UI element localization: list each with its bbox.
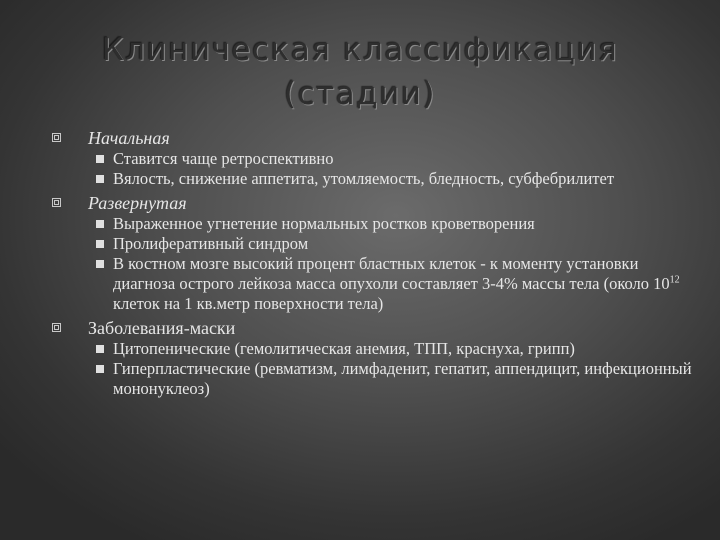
section-heading-advanced: [52, 192, 692, 214]
framed-square-icon: [52, 198, 61, 207]
filled-square-icon: [96, 220, 104, 228]
list-item-text: Гиперпластические (ревматизм, лимфаденит, гепатит, аппендицит, инфекционный мононуклеоз): [113, 359, 692, 398]
list-item-text: Ставится чаще ретроспективно: [113, 149, 334, 168]
list-item-text: Цитопенические (гемолитическая анемия, ТПП, краснуха, грипп): [113, 339, 575, 358]
section-heading-label: Начальная: [88, 128, 170, 148]
section-heading-initial: [52, 127, 692, 149]
filled-square-icon: [96, 345, 104, 353]
slide-title: [100, 28, 620, 116]
framed-square-icon: [52, 323, 61, 332]
filled-square-icon: [96, 260, 104, 268]
title-line-2: (стадии): [283, 76, 436, 112]
list-item: [52, 149, 692, 169]
list-item: [52, 339, 692, 359]
filled-square-icon: [96, 240, 104, 248]
list-item-text: [113, 254, 680, 313]
list-item-text: Вялость, снижение аппетита, утомляемость, бледность, субфебрилитет: [113, 169, 615, 188]
title-line-1: Клиническая классификация: [101, 32, 619, 68]
list-item: [52, 169, 692, 189]
list-item: [52, 359, 692, 399]
list-item: [52, 254, 692, 314]
list-item-text: Пролиферативный синдром: [113, 234, 309, 253]
slide-content: [52, 125, 692, 399]
section-heading-label: Заболевания-маски: [88, 318, 236, 338]
bone-marrow-text: В костном мозге высокий процент бластных клеток - к моменту установки диагноза острого лейкоза масса опухоли составляет 3-4% массы тела (около 10: [113, 254, 670, 293]
framed-square-icon: [52, 133, 61, 142]
section-heading-masks: [52, 317, 692, 339]
list-item: [52, 214, 692, 234]
filled-square-icon: [96, 175, 104, 183]
list-item: [52, 234, 692, 254]
section-heading-label: Развернутая: [88, 193, 187, 213]
filled-square-icon: [96, 365, 104, 373]
bone-marrow-text-end: клеток на 1 кв.метр поверхности тела): [113, 294, 384, 313]
filled-square-icon: [96, 155, 104, 163]
list-item-text: Выраженное угнетение нормальных ростков кроветворения: [113, 214, 535, 233]
exponent: 12: [669, 274, 680, 286]
